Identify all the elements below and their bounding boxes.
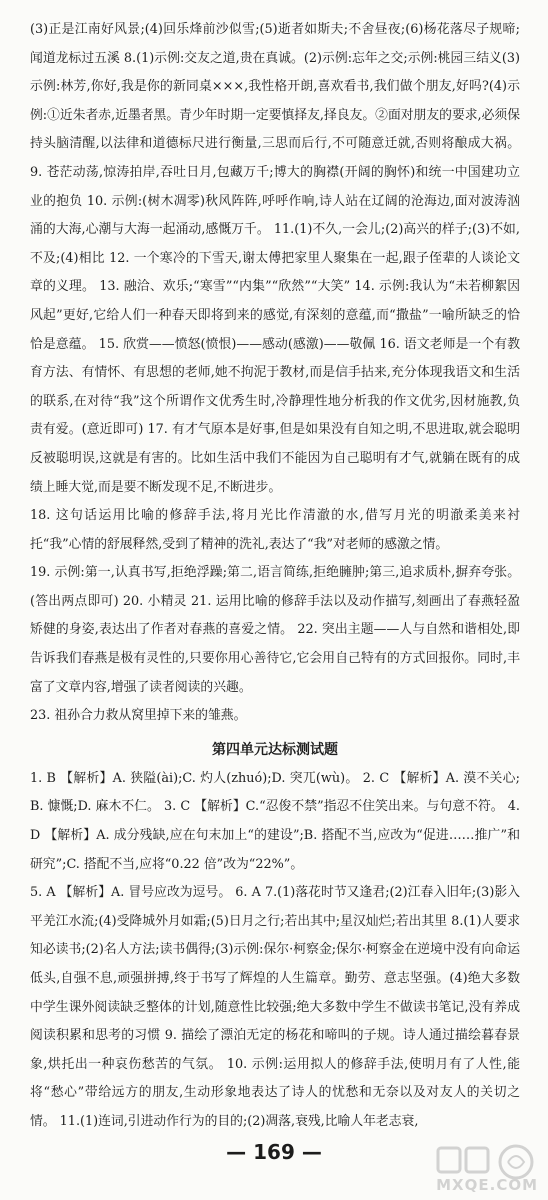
paragraph: 23. 祖孙合力救从窝里掉下来的雏燕。 bbox=[30, 708, 247, 724]
paragraph: 5. A 【解析】A. 冒号应改为逗号。 6. A 7.(1)落花时节又逢君;(2)江春入旧年;(3)影入平羌江水流;(4)受降城外月如霜;(5)日月之行;若出其中;星汉灿烂;若出其里 8.(1)人要求知必读书;(2)名人方法;读书偶得;(3)示例:保尔·柯察金;保尔·柯察金在逆境中没有向命运低头,自强不息,顽强拼搏,终于书写了辉煌的人生篇章。勤劳、意志坚强。(4)绝大多数中学生课外阅读缺乏整体的计划,随意性比较强;绝大多数中学生不做读书笔记,没有养成阅读积累和思考的习惯 9. 描绘了漂泊无定的杨花和啼叫的子规。诗人通过描绘暮春景象,烘托出一种哀伤愁苦的气氛。 10. 示例:运用拟人的修辞手法,使明月有了人性,能将“愁心”带给远方的朋友,生动形象地表达了诗人的忧愁和无奈以及对友人的关切之情。 11.(1)连词,引进动作行为的目的;(2)凋落,衰残,比喻人年老志衰, bbox=[30, 885, 520, 1129]
section-title: 第四单元达标测试题 bbox=[212, 741, 338, 758]
watermark-logo bbox=[430, 1140, 542, 1196]
answers-top bbox=[30, 16, 520, 731]
paragraph: 19. 示例:第一,认真书写,拒绝浮躁;第二,语言简练,拒绝臃肿;第三,追求质朴,摒弃夸张。(答出两点即可) 20. 小精灵 21. 运用比喻的修辞手法以及动作描写,刻画出了春燕轻盈矫健的身姿,表达出了作者对春燕的喜爱之情。 22. 突出主题——人与自然和谐相处,即告诉我们春燕是极有灵性的,只要你用心善待它,它会用自己特有的方式回报你。同时,丰富了文章内容,增强了读者阅读的兴趣。 bbox=[30, 565, 520, 695]
document-page bbox=[30, 16, 520, 1137]
watermark-text: MXQE.COM bbox=[436, 1176, 538, 1194]
paragraph: (3)正是江南好风景;(4)回乐烽前沙似雪;(5)逝者如斯夫;不舍昼夜;(6)杨花落尽子规啼;闻道龙标过五溪 8.(1)示例:交友之道,贵在真诚。(2)示例:忘年之交;示例:桃园三结义(3)示例:林芳,你好,我是你的新同桌×××,我性格开朗,喜欢看书,我们做个朋友,好吗?(4)示例:①近朱者赤,近墨者黑。青少年时期一定要慎择友,择良友。②面对朋友的要求,必须保持头脑清醒,以法律和道德标尺进行衡量,三思而后行,不可随意迁就,否则将酿成大祸。 9. 苍茫动荡,惊涛拍岸,吞吐日月,包藏万千;博大的胸襟(开阔的胸怀)和统一中国建功立业的抱负 10. 示例:(树木凋零)秋风阵阵,呼呼作响,诗人站在辽阔的沧海边,面对波涛汹涌的大海,心潮与大海一起涌动,感慨万千。 11.(1)不久,一会儿;(2)高兴的样子;(3)不如,不及;(4)相比 12. 一个寒冷的下雪天,谢太傅把家里人聚集在一起,跟子侄辈的人谈论文章的义理。 13. 融洽、欢乐;“寒雪”“内集”“欣然”“大笑” 14. 示例:我认为“未若柳絮因风起”更好,它给人们一种春天即将到来的感觉,有深刻的意蕴,而“撒盐”一喻所缺乏的恰恰是意蕴。 15. 欣赏——愤怒(愤恨)——感动(感激)——敬佩 16. 语文老师是一个有教育方法、有情怀、有思想的老师,她不拘泥于教材,而是信手拈来,充分体现我语文和生活的联系,在对待“我”这个所谓作文优秀生时,冷静理性地分析我的作文优劣,因材施教,负责有爱。(意近即可) 17. 有才气原本是好事,但是如果没有自知之明,不思进取,就会聪明反被聪明误,这就是有害的。比如生活中我们不能因为自己聪明有才气,就躺在既有的成绩上睡大觉,而是要不断发现不足,不断进步。 bbox=[30, 22, 520, 495]
page-number: — 169 — bbox=[226, 1140, 322, 1164]
paragraph: 18. 这句话运用比喻的修辞手法,将月光比作清澈的水,借写月光的明澈柔美来衬托“我”心情的舒展释然,受到了精神的洗礼,表达了“我”对老师的感激之情。 bbox=[30, 508, 520, 552]
answers-bottom bbox=[30, 765, 520, 1137]
paragraph: 1. B 【解析】A. 狭隘(ài);C. 灼人(zhuó);D. 突兀(wù)。 2. C 【解析】A. 漠不关心;B. 慷慨;D. 麻木不仁。 3. C 【解析】C.“忍俊不禁”指忍不住笑出来。与句意不符。 4. D 【解析】A. 成分残缺,应在句末加上“的建设”;B. 搭配不当,应改为“促进……推广”和研究”;C. 搭配不当,应将“0.22 倍”改为“22%”。 bbox=[30, 770, 520, 872]
